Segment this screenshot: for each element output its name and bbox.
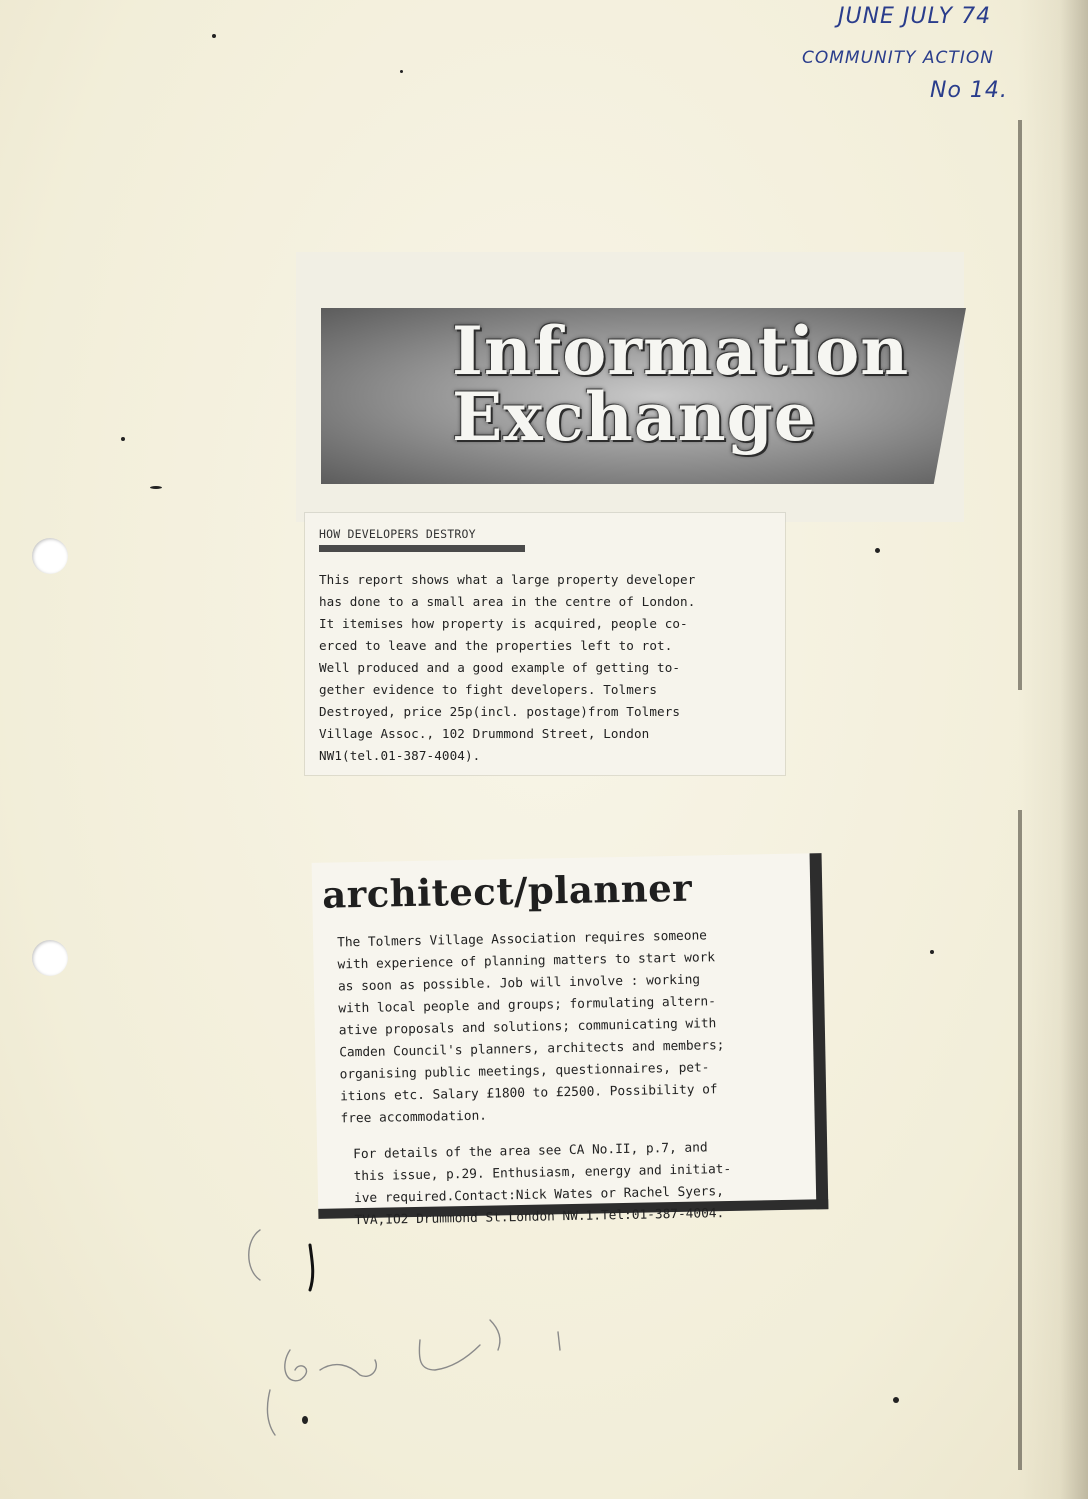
dust-speck — [121, 437, 125, 441]
heading-underline — [319, 545, 525, 552]
dust-speck — [212, 34, 216, 38]
banner-title — [452, 312, 952, 456]
punch-hole — [32, 538, 68, 574]
banner-title-line1: Information — [452, 312, 910, 390]
dust-speck — [150, 486, 162, 489]
punch-hole — [32, 940, 68, 976]
dust-speck — [875, 548, 880, 553]
article-heading: HOW DEVELOPERS DESTROY — [319, 527, 476, 541]
handwritten-date: JUNE JULY 74 — [838, 4, 992, 29]
job-ad-body: The Tolmers Village Association requires someone with experience of planning matters to start work as soon as possible. Job will involve : working with local people and groups; formulating altern- ative proposals and solutions; communicating with Camden Council's planners, architects and members; organising public meetings, questionnaires, pet- itions etc. Salary £1800 to £2500. Possibility of free accommodation. — [337, 928, 725, 1127]
dust-speck — [930, 950, 934, 954]
page-edge-shadow — [1018, 0, 1088, 1499]
dust-speck — [893, 1397, 899, 1403]
dust-speck — [400, 70, 403, 73]
tape-edge-mark — [1018, 120, 1022, 690]
handwritten-issue: No 14. — [930, 78, 1008, 103]
job-ad-contact: For details of the area see CA No.II, p.7, and this issue, p.29. Enthusiasm, energy and initiat- ive required.Contact:Nick Wates or Rachel Syers, TVA,IO2 Drummond St.London NW.1.Tel:01-387-4004. — [353, 1140, 732, 1229]
handwritten-magazine: COMMUNITY ACTION — [802, 48, 994, 68]
banner-title-line2: Exchange — [452, 378, 817, 456]
article-body: This report shows what a large property developer has done to a small area in the centre of London. It itemises how property is acquired, people co- erced to leave and the properties left to rot. Well produced and a good example of getting to- gether evidence to fight developers. Tolmers Destroyed, price 25p(incl. postage)from Tolmers Village Assoc., 102 Drummond Street, London NW1(tel.01-387-4004). — [319, 572, 696, 763]
pencil-scribble — [240, 1220, 600, 1450]
tape-edge-mark — [1018, 810, 1022, 1470]
job-ad-clipping — [312, 853, 829, 1229]
job-ad-title: architect/planner — [321, 865, 693, 917]
